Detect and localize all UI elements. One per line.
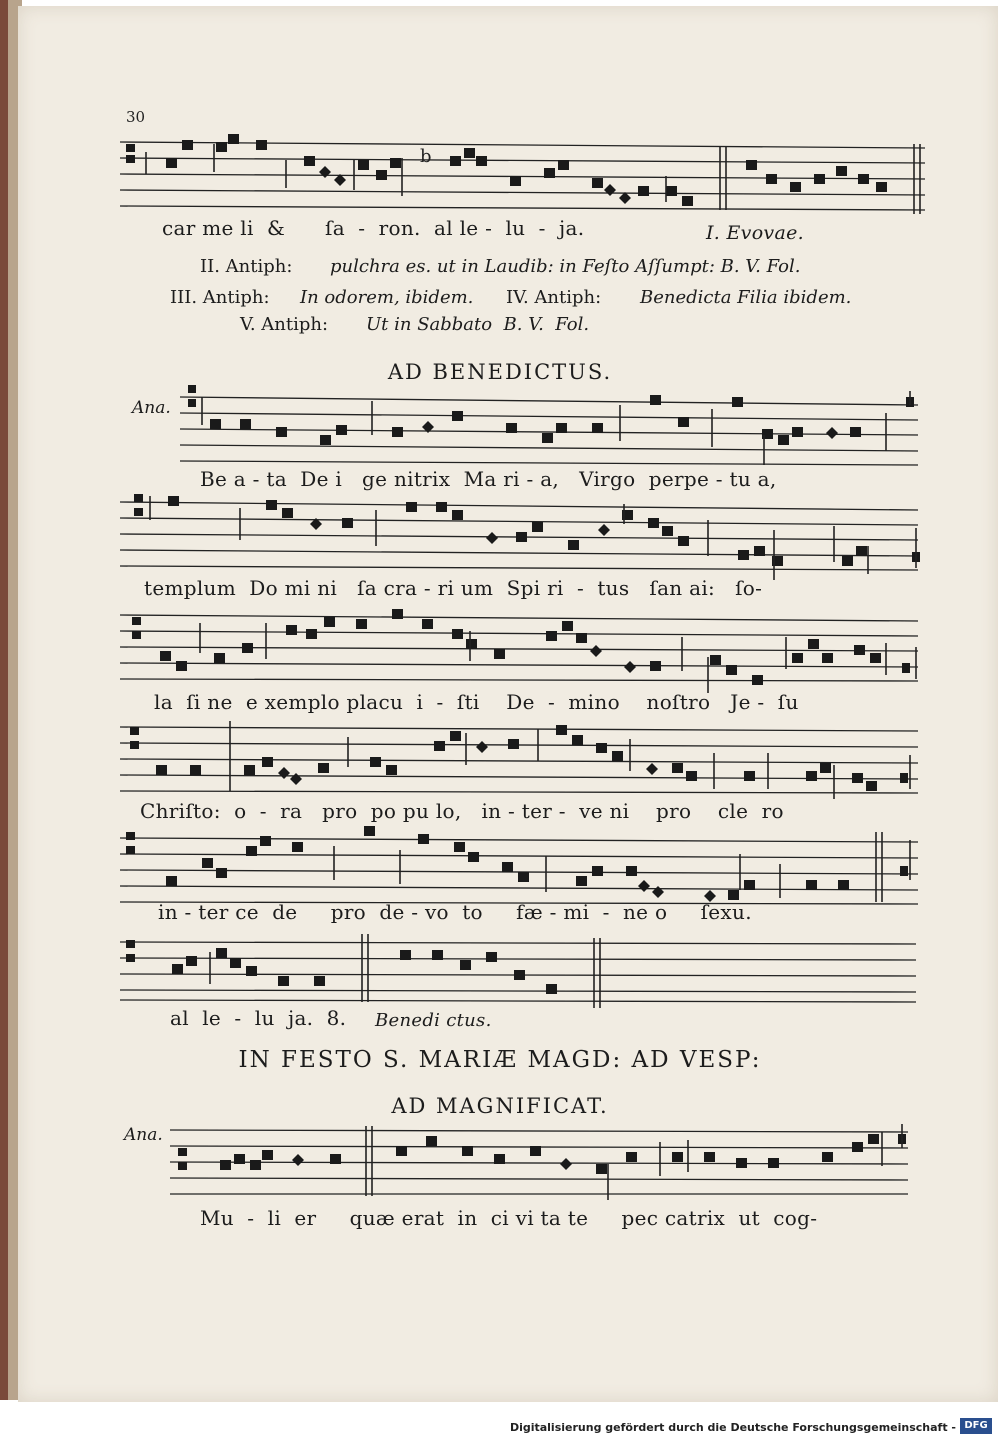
lyric-line-4: la ſi ne e xemplo placu i - ſti De - mino noſtro Je - ſu bbox=[154, 690, 799, 714]
antiphon-3-text: In odorem, ibidem. bbox=[300, 287, 474, 308]
lyric-line-8: Mu - li er quæ erat in ci vi ta te pec catrix ut cog- bbox=[200, 1206, 818, 1230]
music-staff-7 bbox=[120, 930, 920, 1010]
page-number: 30 bbox=[126, 108, 146, 126]
lyric-line-1: car me li & ſa - ron. al le - lu - ja. bbox=[162, 216, 585, 240]
lyric-line-5: Chriſto: o - ra pro po pu lo, in - ter - ve ni pro cle ro bbox=[140, 799, 784, 823]
music-staff-4 bbox=[120, 603, 920, 693]
antiphon-5-text: Ut in Sabbato B. V. Fol. bbox=[366, 314, 590, 335]
music-staff-3 bbox=[120, 490, 920, 580]
footer-credit: Digitalisierung gefördert durch die Deutsche Forschungsgemeinschaft - bbox=[509, 1421, 956, 1434]
heading-ad-benedictus: AD BENEDICTUS. bbox=[387, 360, 613, 384]
antiphon-5-number: V. Antiph: bbox=[240, 314, 329, 335]
music-staff-8 bbox=[170, 1118, 910, 1208]
lyric-line-7-intonation: Benedi ctus. bbox=[375, 1010, 492, 1031]
antiphon-3-number: III. Antiph: bbox=[170, 287, 270, 308]
ana-label-1: Ana. bbox=[132, 398, 171, 418]
lyric-line-7: al le - lu ja. 8. bbox=[170, 1006, 347, 1030]
music-staff-1 bbox=[120, 130, 930, 220]
antiphon-2-number: II. Antiph: bbox=[200, 256, 293, 277]
lyric-line-2: Be a - ta De i ge nitrix Ma ri - a, Virgo perpe - tu a, bbox=[200, 467, 777, 491]
heading-ad-magnificat: AD MAGNIFICAT. bbox=[391, 1094, 609, 1118]
lyric-line-3: templum Do mi ni ſa cra - ri um Spi ri - tus ſan ai: ſo- bbox=[144, 576, 763, 600]
music-staff-5 bbox=[120, 715, 920, 805]
antiphon-2-text: pulchra es. ut in Laudib: in Feſto Aſſumpt: B. V. Fol. bbox=[330, 256, 801, 277]
lyric-line-1-intonation: I. Evovae. bbox=[706, 222, 804, 244]
antiphon-4-text: Benedicta Filia ibidem. bbox=[640, 287, 852, 308]
svg-text:b: b bbox=[420, 146, 432, 167]
lyric-line-6: in - ter ce de pro de - vo to fæ - mi - ne o ſexu. bbox=[158, 900, 752, 924]
antiphon-4-number: IV. Antiph: bbox=[506, 287, 602, 308]
music-staff-2 bbox=[180, 385, 920, 475]
heading-in-festo: IN FESTO S. MARIÆ MAGD: AD VESP: bbox=[238, 1047, 762, 1073]
ana-label-2: Ana. bbox=[124, 1125, 163, 1145]
dfg-logo: DFG bbox=[960, 1418, 992, 1434]
